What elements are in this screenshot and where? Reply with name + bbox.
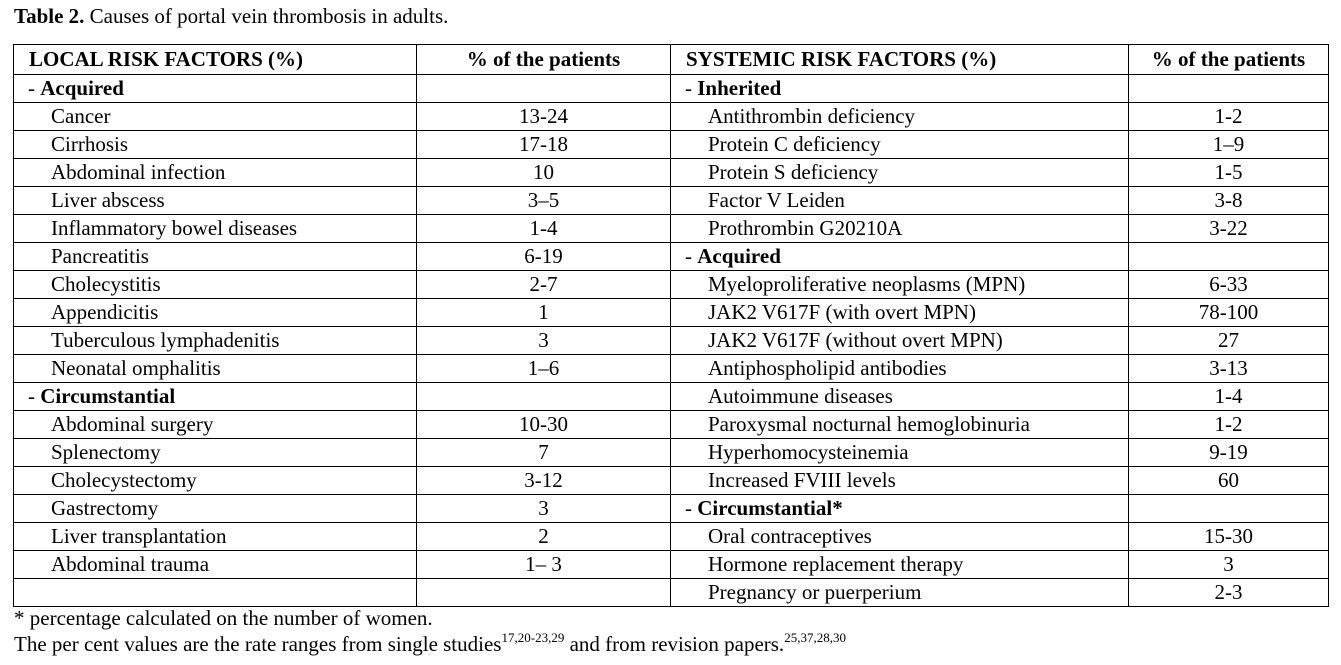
header-local: LOCAL RISK FACTORS (%) — [14, 45, 417, 75]
footnote-sources — [14, 632, 846, 657]
systemic-factor-cell: Antithrombin deficiency — [671, 103, 1129, 131]
caption-text: Causes of portal vein thrombosis in adults. — [84, 4, 449, 28]
local-percent-cell — [417, 579, 671, 607]
systemic-factor-cell: Increased FVIII levels — [671, 467, 1129, 495]
local-percent-cell: 3-12 — [417, 467, 671, 495]
local-factor-cell: Cholecystitis — [14, 271, 417, 299]
local-empty-cell — [14, 579, 417, 607]
local-percent-cell — [417, 75, 671, 103]
footnote-ref-revision: 25,37,28,30 — [784, 630, 846, 645]
systemic-percent-cell: 3-8 — [1129, 187, 1329, 215]
systemic-factor-cell: Hyperhomocysteinemia — [671, 439, 1129, 467]
systemic-factor-cell: Oral contraceptives — [671, 523, 1129, 551]
local-factor-cell: Splenectomy — [14, 439, 417, 467]
footnote-sources-text: The per cent values are the rate ranges from single studies — [14, 632, 502, 656]
table-row — [14, 467, 1329, 495]
table-row — [14, 299, 1329, 327]
systemic-percent-cell: 1-4 — [1129, 383, 1329, 411]
systemic-factor-cell: JAK2 V617F (without overt MPN) — [671, 327, 1129, 355]
local-percent-cell: 2-7 — [417, 271, 671, 299]
table-row — [14, 551, 1329, 579]
footnote-sources-text-2: and from revision papers. — [564, 632, 785, 656]
systemic-percent-cell: 15-30 — [1129, 523, 1329, 551]
systemic-percent-cell: 3-13 — [1129, 355, 1329, 383]
systemic-percent-cell: 3-22 — [1129, 215, 1329, 243]
systemic-factor-cell: Pregnancy or puerperium — [671, 579, 1129, 607]
table-row — [14, 523, 1329, 551]
local-factor-cell: Neonatal omphalitis — [14, 355, 417, 383]
systemic-percent-cell: 6-33 — [1129, 271, 1329, 299]
systemic-percent-cell — [1129, 243, 1329, 271]
table-row — [14, 495, 1329, 523]
table-row — [14, 271, 1329, 299]
systemic-factor-cell: Paroxysmal nocturnal hemoglobinuria — [671, 411, 1129, 439]
systemic-factor-cell: Myeloproliferative neoplasms (MPN) — [671, 271, 1129, 299]
header-systemic: SYSTEMIC RISK FACTORS (%) — [671, 45, 1129, 75]
section-dash: - — [28, 76, 41, 100]
section-label: Acquired — [697, 244, 781, 268]
local-factor-cell: Abdominal surgery — [14, 411, 417, 439]
local-percent-cell: 1–6 — [417, 355, 671, 383]
local-factor-cell: Appendicitis — [14, 299, 417, 327]
systemic-factor-cell: Protein C deficiency — [671, 131, 1129, 159]
table-row — [14, 411, 1329, 439]
local-percent-cell: 7 — [417, 439, 671, 467]
systemic-factor-cell: JAK2 V617F (with overt MPN) — [671, 299, 1129, 327]
footnote-ref-single: 17,20-23,29 — [501, 630, 565, 645]
systemic-percent-cell: 1-5 — [1129, 159, 1329, 187]
header-row — [14, 45, 1329, 75]
systemic-percent-cell: 78-100 — [1129, 299, 1329, 327]
section-label: Circumstantial* — [697, 496, 843, 520]
local-percent-cell: 3 — [417, 327, 671, 355]
local-factor-cell: Pancreatitis — [14, 243, 417, 271]
local-factor-cell: Liver transplantation — [14, 523, 417, 551]
caption-label: Table 2. — [14, 4, 85, 28]
local-percent-cell: 10-30 — [417, 411, 671, 439]
local-percent-cell: 10 — [417, 159, 671, 187]
table-row — [14, 243, 1329, 271]
section-label: Acquired — [40, 76, 124, 100]
systemic-factor-cell: Hormone replacement therapy — [671, 551, 1129, 579]
table-row — [14, 215, 1329, 243]
table-row — [14, 355, 1329, 383]
table-row — [14, 383, 1329, 411]
local-percent-cell: 1-4 — [417, 215, 671, 243]
local-percent-cell: 3–5 — [417, 187, 671, 215]
systemic-factor-cell: Antiphospholipid antibodies — [671, 355, 1129, 383]
local-percent-cell: 1 — [417, 299, 671, 327]
local-percent-cell: 3 — [417, 495, 671, 523]
local-percent-cell: 17-18 — [417, 131, 671, 159]
systemic-percent-cell: 3 — [1129, 551, 1329, 579]
table-caption — [14, 4, 448, 29]
section-dash: - — [685, 244, 698, 268]
table-row — [14, 579, 1329, 607]
systemic-factor-cell: Factor V Leiden — [671, 187, 1129, 215]
section-dash: - — [685, 76, 698, 100]
local-factor-cell: Cirrhosis — [14, 131, 417, 159]
table-row — [14, 131, 1329, 159]
systemic-percent-cell: 1–9 — [1129, 131, 1329, 159]
systemic-percent-cell: 60 — [1129, 467, 1329, 495]
local-factor-cell: Cholecystectomy — [14, 467, 417, 495]
systemic-percent-cell — [1129, 75, 1329, 103]
header-systemic-pct: % of the patients — [1129, 45, 1329, 75]
local-section-heading — [14, 383, 417, 411]
section-label: Inherited — [697, 76, 782, 100]
systemic-percent-cell: 27 — [1129, 327, 1329, 355]
local-section-heading — [14, 75, 417, 103]
header-local-pct: % of the patients — [417, 45, 671, 75]
local-percent-cell: 13-24 — [417, 103, 671, 131]
table-body — [14, 75, 1329, 607]
systemic-section-heading — [671, 243, 1129, 271]
local-factor-cell: Inflammatory bowel diseases — [14, 215, 417, 243]
local-factor-cell: Abdominal trauma — [14, 551, 417, 579]
section-label: Circumstantial — [40, 384, 176, 408]
systemic-factor-cell: Protein S deficiency — [671, 159, 1129, 187]
systemic-percent-cell: 1-2 — [1129, 103, 1329, 131]
systemic-percent-cell: 2-3 — [1129, 579, 1329, 607]
local-percent-cell — [417, 383, 671, 411]
systemic-percent-cell — [1129, 495, 1329, 523]
local-factor-cell: Liver abscess — [14, 187, 417, 215]
local-factor-cell: Abdominal infection — [14, 159, 417, 187]
table-row — [14, 159, 1329, 187]
systemic-percent-cell: 9-19 — [1129, 439, 1329, 467]
systemic-section-heading — [671, 75, 1129, 103]
table-row — [14, 75, 1329, 103]
local-percent-cell: 6-19 — [417, 243, 671, 271]
systemic-factor-cell: Prothrombin G20210A — [671, 215, 1129, 243]
risk-factors-table — [13, 44, 1329, 607]
table-row — [14, 439, 1329, 467]
systemic-percent-cell: 1-2 — [1129, 411, 1329, 439]
systemic-section-heading — [671, 495, 1129, 523]
local-percent-cell: 2 — [417, 523, 671, 551]
table-row — [14, 327, 1329, 355]
section-dash: - — [28, 384, 41, 408]
local-factor-cell: Cancer — [14, 103, 417, 131]
table-row — [14, 187, 1329, 215]
systemic-factor-cell: Autoimmune diseases — [671, 383, 1129, 411]
section-dash: - — [685, 496, 698, 520]
local-factor-cell: Tuberculous lymphadenitis — [14, 327, 417, 355]
table-row — [14, 103, 1329, 131]
local-percent-cell: 1– 3 — [417, 551, 671, 579]
footnote-women: * percentage calculated on the number of women. — [14, 606, 433, 630]
local-factor-cell: Gastrectomy — [14, 495, 417, 523]
